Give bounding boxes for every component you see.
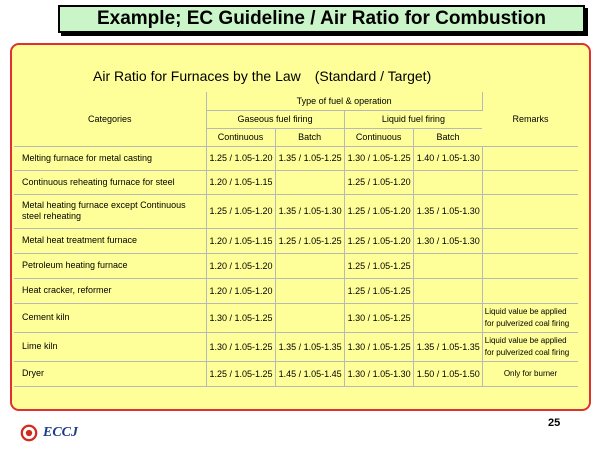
remarks-value [482, 253, 578, 278]
gas-batch-value [275, 303, 344, 332]
remarks-value: Liquid value be applied for pulverized coal firing [482, 332, 578, 361]
gas-continuous-value: 1.25 / 1.05-1.25 [206, 361, 275, 386]
gas-continuous-value: 1.20 / 1.05-1.20 [206, 253, 275, 278]
table-row [14, 278, 578, 303]
table-row [14, 253, 578, 278]
row-category: Metal heating furnace except Continuous steel reheating [14, 194, 206, 228]
row-category: Dryer [14, 361, 206, 386]
table-row [14, 146, 578, 170]
liquid-batch-value: 1.40 / 1.05-1.30 [413, 146, 482, 170]
header-liquid-continuous: Continuous [344, 128, 413, 146]
header-gas-continuous: Continuous [206, 128, 275, 146]
table-title: Air Ratio for Furnaces by the Law (Standard / Target) [93, 68, 432, 84]
liquid-continuous-value: 1.25 / 1.05-1.25 [344, 253, 413, 278]
liquid-continuous-value: 1.30 / 1.05-1.25 [344, 303, 413, 332]
table-row [14, 194, 578, 228]
page-number: 25 [548, 417, 561, 429]
liquid-continuous-value: 1.30 / 1.05-1.25 [344, 332, 413, 361]
eccj-logo [20, 424, 78, 442]
eccj-logo-icon [20, 424, 38, 442]
table-row [14, 332, 578, 361]
eccj-logo-text: ECCJ [43, 425, 79, 440]
liquid-continuous-value: 1.30 / 1.05-1.30 [344, 361, 413, 386]
liquid-continuous-value: 1.25 / 1.05-1.20 [344, 170, 413, 194]
gas-batch-value: 1.25 / 1.05-1.25 [275, 228, 344, 253]
gas-continuous-value: 1.25 / 1.05-1.20 [206, 194, 275, 228]
header-gas-batch: Batch [275, 128, 344, 146]
gas-continuous-value: 1.25 / 1.05-1.20 [206, 146, 275, 170]
header-type-of-fuel: Type of fuel & operation [206, 92, 482, 110]
remarks-value: Only for burner [482, 361, 578, 386]
row-category: Cement kiln [14, 303, 206, 332]
header-liquid-batch: Batch [413, 128, 482, 146]
row-category: Metal heat treatment furnace [14, 228, 206, 253]
row-category: Melting furnace for metal casting [14, 146, 206, 170]
table-row [14, 361, 578, 386]
air-ratio-table [14, 92, 578, 387]
liquid-batch-value [413, 253, 482, 278]
gas-batch-value: 1.35 / 1.05-1.30 [275, 194, 344, 228]
gas-batch-value [275, 170, 344, 194]
gas-batch-value: 1.35 / 1.05-1.25 [275, 146, 344, 170]
header-gaseous-fuel: Gaseous fuel firing [206, 110, 344, 128]
liquid-batch-value [413, 278, 482, 303]
remarks-value [482, 278, 578, 303]
remarks-value [482, 228, 578, 253]
gas-batch-value [275, 253, 344, 278]
gas-continuous-value: 1.20 / 1.05-1.15 [206, 228, 275, 253]
remarks-value: Liquid value be applied for pulverized coal firing [482, 303, 578, 332]
liquid-continuous-value: 1.30 / 1.05-1.25 [344, 146, 413, 170]
liquid-batch-value: 1.35 / 1.05-1.35 [413, 332, 482, 361]
header-categories: Categories [14, 92, 206, 146]
table-row [14, 228, 578, 253]
gas-continuous-value: 1.30 / 1.05-1.25 [206, 303, 275, 332]
table-row [14, 303, 578, 332]
gas-batch-value: 1.35 / 1.05-1.35 [275, 332, 344, 361]
gas-batch-value [275, 278, 344, 303]
liquid-batch-value [413, 170, 482, 194]
liquid-continuous-value: 1.25 / 1.05-1.20 [344, 228, 413, 253]
liquid-continuous-value: 1.25 / 1.05-1.25 [344, 278, 413, 303]
slide-title: Example; EC Guideline / Air Ratio for Combustion [96, 8, 546, 29]
liquid-batch-value [413, 303, 482, 332]
row-category: Heat cracker, reformer [14, 278, 206, 303]
row-category: Continuous reheating furnace for steel [14, 170, 206, 194]
remarks-value [482, 194, 578, 228]
row-category: Petroleum heating furnace [14, 253, 206, 278]
liquid-batch-value: 1.30 / 1.05-1.30 [413, 228, 482, 253]
table-row [14, 170, 578, 194]
remarks-value [482, 146, 578, 170]
header-liquid-fuel: Liquid fuel firing [344, 110, 482, 128]
liquid-continuous-value: 1.25 / 1.05-1.20 [344, 194, 413, 228]
remarks-value [482, 170, 578, 194]
gas-continuous-value: 1.20 / 1.05-1.20 [206, 278, 275, 303]
row-category: Lime kiln [14, 332, 206, 361]
header-remarks: Remarks [482, 92, 578, 146]
slide-title-box [58, 5, 585, 33]
gas-continuous-value: 1.20 / 1.05-1.15 [206, 170, 275, 194]
gas-continuous-value: 1.30 / 1.05-1.25 [206, 332, 275, 361]
liquid-batch-value: 1.50 / 1.05-1.50 [413, 361, 482, 386]
liquid-batch-value: 1.35 / 1.05-1.30 [413, 194, 482, 228]
gas-batch-value: 1.45 / 1.05-1.45 [275, 361, 344, 386]
